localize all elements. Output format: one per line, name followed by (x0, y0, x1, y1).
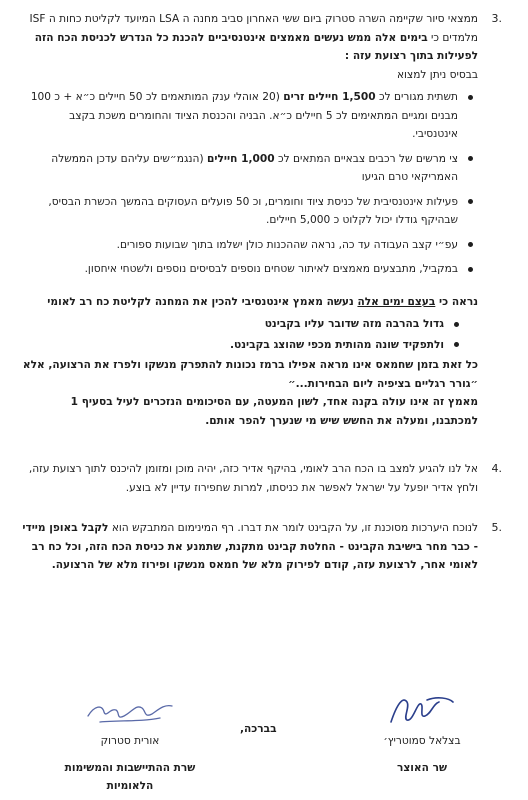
intro-text: ממצאי סיור שקיימה השרה סטרוק ביום ששי האחרון סביב מחנה ה LSA המיועד לקליטת כחות ה ISF מלמדים כי (29, 13, 478, 44)
section-number: 3. (491, 12, 502, 25)
signature-right (342, 692, 502, 777)
section-3 (22, 10, 502, 430)
signature-block (22, 692, 502, 800)
list-item: פעילות אינטנסיבית של כניסת ציוד וחומרים, וכ 50 פועלים העסוקים בהמשך הכשרת הבסיס, שבהיקף גודלו יכול לקלוט כ 5,000 חיילים. (22, 193, 478, 230)
section-number: 4. (491, 462, 502, 475)
section-number: 5. (491, 521, 502, 534)
list-item: גדול בהרבה מזה שדובר עליו בקבינט (22, 315, 464, 334)
handwritten-signature-icon (377, 692, 467, 728)
signature-left (50, 692, 210, 796)
bold-findings-list (22, 315, 464, 354)
section-3-closing-1: כל זאת בזמן שחמאס אינו מראה אפילו ברמז נכונות להתפרק מנשקו ולפרז את הרצועה, אלא ״גורר רגליים בציפיה ליום הבחירות...״ (22, 359, 478, 390)
signatory-title: שר האוצר (396, 761, 448, 774)
section-5 (22, 519, 502, 575)
intro-bold-text: בימים אלה ממש נעשים מאמצים אינטנסיביים להכנת כל הנדרש לכניסת הכח הזה לפעילות בתוך רצועת עזה : (34, 31, 478, 62)
handwritten-signature-icon (80, 692, 180, 728)
findings-list (22, 88, 478, 279)
section-3-conclusion: נראה כי בעצם ימים אלה נעשה מאמץ אינטנסיבי להכין את המחנה לקליטת כח רב לאומי (47, 295, 478, 308)
greeting: בברכה, (240, 723, 277, 735)
section-3-closing-2: מאמץ זה אינו עולה בקנה אחד, לשון המעטה, עם הסיכומים הנזכרים לעיל בסעיף 1 למכתבנו, ומעלה את החשש שיש מי שנערך להפר אותם. (70, 396, 478, 427)
section-4-text: אל לנו להגיע למצב בו הכח הרב לאומי, בהיקף אדיר כזה, יהיה מוכן ומזומן להיכנס לתוך רצועת עזה, ולחץ אדיר יופעל על ישראל לאפשר את כניסתו, למרות שחפירוז עדיין לא בוצע. (28, 463, 478, 494)
based-on-label: בבסיס ניתן למצוא (396, 68, 478, 81)
signatory-name: בצלאל סמוטריץ׳ (383, 735, 461, 747)
list-item: עפ״י קצב העבודה עד כה, נראה שההכנות כולן ישלמו בתוך שבועות ספורים. (22, 236, 478, 255)
section-4 (22, 460, 502, 497)
list-item: צי מרשים של רכבים צבאיים המתאים לכ 1,000 חיילים (הנגמ״שים עליהם עדכן הממשלה האמריקאי טרם הגיעו (22, 150, 478, 187)
signatory-title: שרת ההתיישבות והמשימות הלאומיות (64, 761, 196, 792)
underlined-phrase: בעצם ימים אלה (357, 295, 436, 308)
list-item: במקביל, מתבצעים מאמצים לאיתור שטחים נוספים לבסיסים נוספים ולשטחי איחסון. (22, 260, 478, 279)
section-3-intro (22, 10, 478, 66)
signatory-name: אורית סטרוק (100, 735, 160, 747)
list-item: תשתית מגורים לכ 1,500 חיילים זרים (20 אוהלי ענק המותאמים לכ 50 חיילים כ״א + כ 100 מבנים ומגיים המתאימים לכ 5 חיילים כ״א. הבניה והכנסת הציוד והחומרים משכת בקצב אינטנסיבי. (22, 88, 478, 144)
list-item: ולתפקיד שונה מהותית מכפי שהוצג בקבינט. (22, 336, 464, 355)
section-5-text: לנוכח היערכות מסוכנת זו, על הקבינט לומר את דברו. רף המינימום המתבקש הוא לקבל באופן מיידי - כבר מחר בישיבת הקבינט - החלטת קבינט מתקנת, שתמנע את כניסת הכח הזה, וכל כח רב לאומי אחר, לרצועת עזה, קודם לפירוק מלא של חמאס מנשקו ופירוז מלא של הרצועה. (22, 522, 478, 571)
